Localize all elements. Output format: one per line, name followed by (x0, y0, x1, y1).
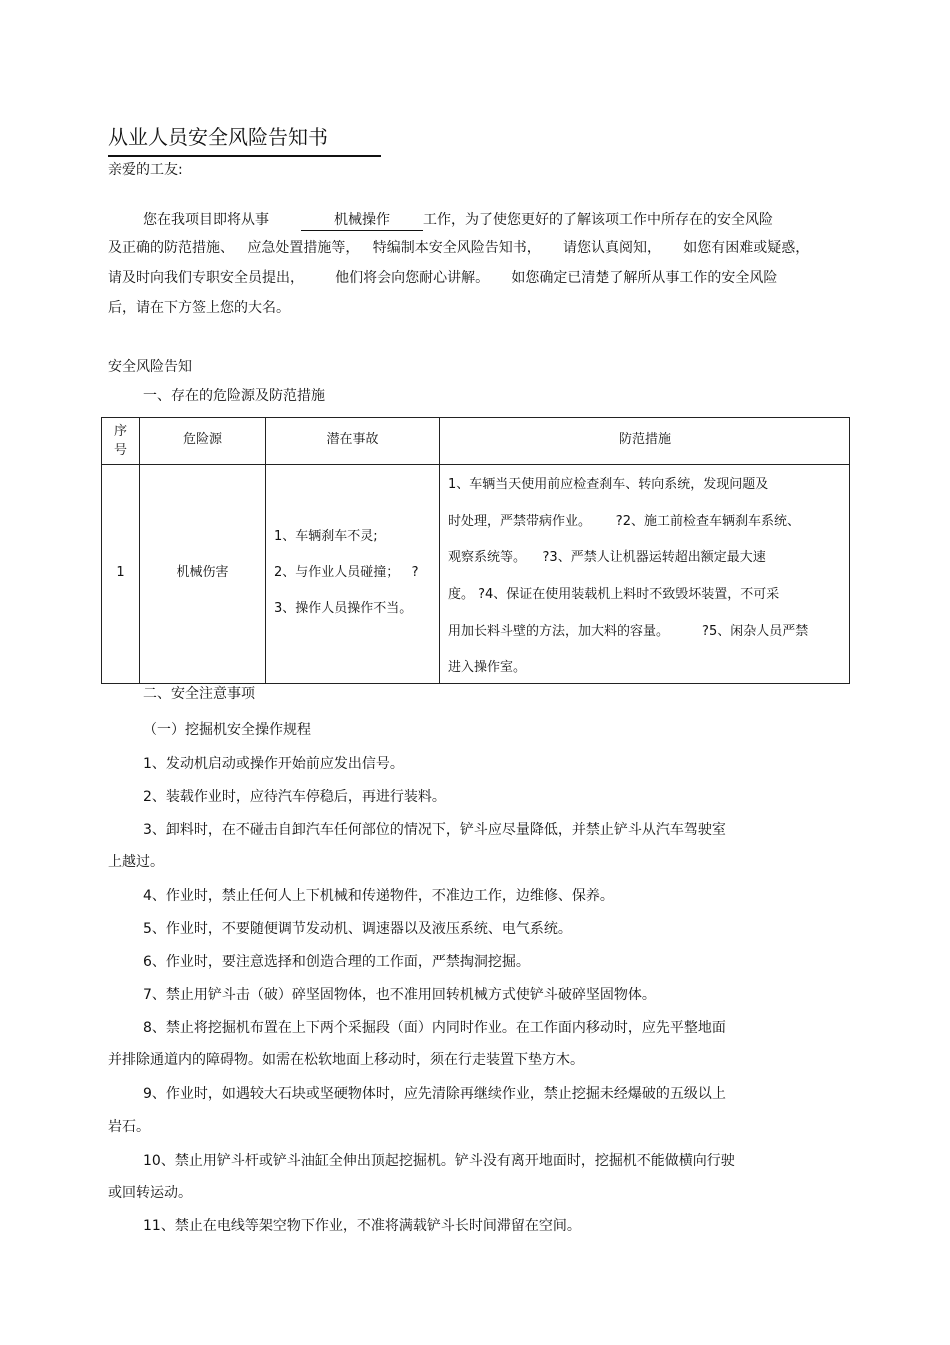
table-cell-accident-1: 1、车辆刹车不灵; (274, 529, 378, 544)
table-cell-measure-5: 用加长料斗壁的方法，加大料的容量。 ?5、闲杂人员严禁 (448, 624, 809, 639)
table-header-divider (102, 464, 849, 465)
document-title: 从业人员安全风险告知书 (108, 125, 328, 149)
rule-item: 8、禁止将挖掘机布置在上下两个采掘段（面）内同时作业。在工作面内移动时，应先平整地面 (143, 1020, 726, 1036)
intro-line-1-pre: 您在我项目即将从事 (143, 212, 269, 228)
intro-line-1 (143, 210, 773, 231)
rule-item: 7、禁止用铲斗击（破）碎坚固物体，也不准用回转机械方式使铲斗破碎坚固物体。 (143, 987, 656, 1003)
table-cell-hazard: 机械伤害 (176, 565, 229, 580)
table-header-hazard: 危险源 (182, 432, 222, 447)
rule-item: 2、装载作业时，应待汽车停稳后，再进行装料。 (143, 789, 446, 805)
table-cell-measure-1: 1、车辆当天使用前应检查刹车、转向系统，发现问题及 (448, 477, 769, 492)
table-cell-measure-6: 进入操作室。 (448, 660, 527, 675)
header-no-text: 序号 (113, 424, 127, 458)
rule-item: 4、作业时，禁止任何人上下机械和传递物件，不准边工作，边维修、保养。 (143, 888, 614, 904)
rule-item: 10、禁止用铲斗杆或铲斗油缸全伸出顶起挖掘机。铲斗没有离开地面时，挖掘机不能做横向行驶 (143, 1153, 735, 1169)
table-cell-accident-2: 2、与作业人员碰撞； ? (274, 565, 419, 580)
table-cell-accident-3: 3、操作人员操作不当。 (274, 601, 413, 616)
job-blank: 机械操作 (301, 210, 423, 231)
intro-line-1-post: 工作，为了使您更好的了解该项工作中所存在的安全风险 (423, 212, 773, 228)
rule-item-continued: 岩石。 (108, 1119, 150, 1135)
section-title: 安全风险告知 (108, 359, 192, 375)
table-cell-no: 1 (116, 565, 125, 580)
intro-line-2: 及正确的防范措施、 应急处置措施等， 特编制本安全风险告知书， 请您认真阅知， 如您有困难或疑惑， (108, 240, 810, 256)
table-header-no (102, 422, 139, 460)
title-underline (108, 155, 381, 157)
table-col-divider (439, 418, 440, 683)
table-cell-measure-4: 度。 ?4、保证在使用装载机上料时不致毁坏装置，不可采 (448, 587, 780, 602)
greeting: 亲爱的工友: (108, 162, 183, 178)
rule-item: 6、作业时，要注意选择和创造合理的工作面，严禁掏洞挖掘。 (143, 954, 530, 970)
table-cell-measure-2: 时处理，严禁带病作业。 ?2、施工前检查车辆刹车系统、 (448, 514, 800, 529)
intro-line-4: 后，请在下方签上您的大名。 (108, 300, 290, 316)
table-col-divider (265, 418, 266, 683)
intro-line-3: 请及时向我们专职安全员提出， 他们将会向您耐心讲解。 如您确定已清楚了解所从事工作的安全风险 (108, 270, 778, 286)
sub1-title: （一）挖掘机安全操作规程 (143, 722, 311, 738)
table-col-divider (139, 418, 140, 683)
rule-item-continued: 或回转运动。 (108, 1185, 192, 1201)
rule-item: 11、禁止在电线等架空物下作业，不准将满载铲斗长时间滞留在空间。 (143, 1218, 581, 1234)
rule-item: 5、作业时，不要随便调节发动机、调速器以及液压系统、电气系统。 (143, 921, 572, 937)
table-header-measures: 防范措施 (618, 432, 671, 447)
rule-item: 3、卸料时，在不碰击自卸汽车任何部位的情况下，铲斗应尽量降低，并禁止铲斗从汽车驾驶室 (143, 822, 726, 838)
rule-item: 9、作业时，如遇较大石块或坚硬物体时，应先清除再继续作业，禁止挖掘未经爆破的五级以上 (143, 1086, 726, 1102)
hazard-table (101, 417, 850, 684)
table-header-accident: 潜在事故 (326, 432, 379, 447)
rule-item: 1、发动机启动或操作开始前应发出信号。 (143, 756, 404, 772)
table-cell-measure-3: 观察系统等。 ?3、严禁人让机器运转超出额定最大速 (448, 550, 766, 565)
part1-title: 一、存在的危险源及防范措施 (143, 388, 325, 404)
rule-item-continued: 上越过。 (108, 854, 164, 870)
part2-title: 二、安全注意事项 (143, 686, 255, 702)
rule-item-continued: 并排除通道内的障碍物。如需在松软地面上移动时，须在行走装置下垫方木。 (108, 1052, 584, 1068)
